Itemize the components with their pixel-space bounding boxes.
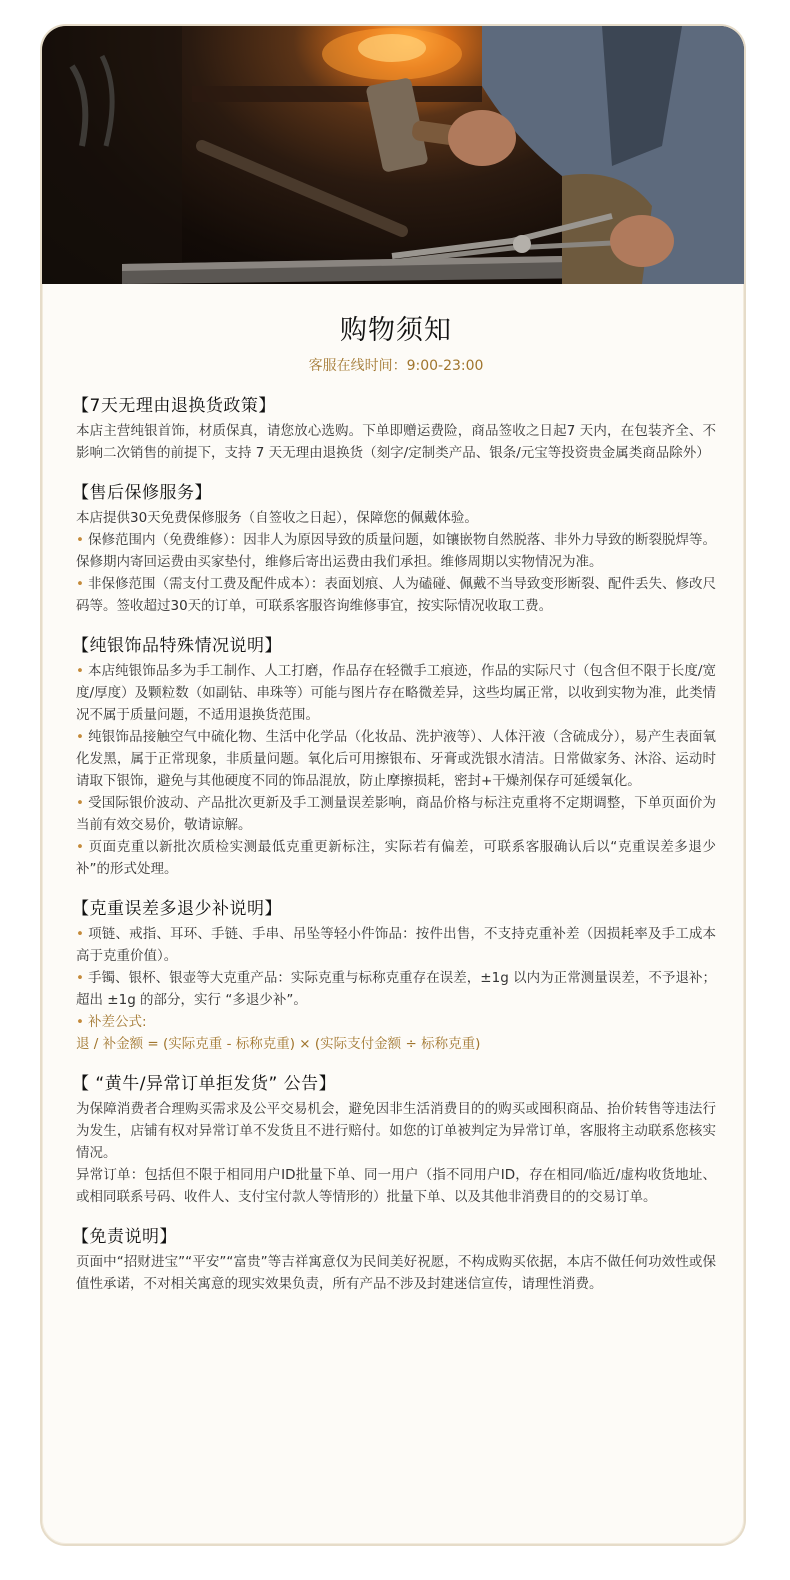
section-warranty xyxy=(72,478,716,617)
section-silver-notes xyxy=(72,631,717,880)
notice-card xyxy=(40,24,746,1546)
formula-label xyxy=(76,1011,716,1033)
formula-label-text: 补差公式: xyxy=(87,1014,147,1030)
bullet-paragraph xyxy=(76,660,716,726)
bullet-text: 页面克重以新批次质检实测最低克重更新标注，实际若有偏差，可联系客服确认后以“克重误差多退少补”的形式处理。 xyxy=(76,839,716,877)
bullet-paragraph xyxy=(76,836,716,880)
notice-content xyxy=(72,284,717,1295)
blacksmith-photo xyxy=(42,26,744,284)
section-paragraph: 异常订单：包括但不限于相同用户ID批量下单、同一用户（指不同用户ID，存在相同/临近/虚构收货地址、或相同联系号码、收件人、支付宝付款人等情形的）批量下单、以及其他非消费目的的交易订单。 xyxy=(76,1167,716,1205)
service-hours: 客服在线时间：9:00-23:00 xyxy=(308,358,484,374)
page-title: 购物须知 xyxy=(340,315,452,346)
section-return-policy xyxy=(72,391,716,464)
bullet-paragraph xyxy=(76,967,716,1011)
section-heading: 【售后保修服务】 xyxy=(72,483,212,503)
bullet-text: 项链、戒指、耳环、手链、手串、吊坠等轻小件饰品：按件出售，不支持克重补差（因损耗率及手工成本高于克重价值）。 xyxy=(76,926,716,964)
section-heading: 【纯银饰品特殊情况说明】 xyxy=(72,636,282,656)
bullet-text: 保修范围内（免费维修）：因非人为原因导致的质量问题，如镶嵌物自然脱落、非外力导致的断裂脱焊等。保修期内寄回运费由买家垫付，维修后寄出运费由我们承担。维修周期以实物情况为准。 xyxy=(76,532,716,570)
blacksmith-illustration xyxy=(42,26,744,284)
bullet-paragraph xyxy=(76,573,716,617)
section-heading: 【7天无理由退换货政策】 xyxy=(72,396,276,416)
section-paragraph: 为保障消费者合理购买需求及公平交易机会，避免因非生活消费目的的购买或囤积商品、抬价转售等违法行为发生，店铺有权对异常订单不发货且不进行赔付。如您的订单被判定为异常订单，客服将主动联系您核实情况。 xyxy=(76,1101,716,1161)
section-disclaimer xyxy=(72,1222,716,1295)
bullet-paragraph xyxy=(76,792,716,836)
section-heading: 【克重误差多退少补说明】 xyxy=(72,899,282,919)
bullet-text: 手镯、银杯、银壶等大克重产品：实际克重与标称克重存在误差，±1g 以内为正常测量误差，不予退补；超出 ±1g 的部分，实行 “多退少补”。 xyxy=(76,970,716,1008)
bullet-paragraph xyxy=(76,923,716,967)
bullet-paragraph xyxy=(76,726,716,792)
bullet-text: 本店纯银饰品多为手工制作、人工打磨，作品存在轻微手工痕迹，作品的实际尺寸（包含但不限于长度/宽度/厚度）及颗粒数（如副钻、串珠等）可能与图片存在略微差异，这些均属正常，以收到实物为准，此类情况不属于质量问题，不适用退换货范围。 xyxy=(76,663,717,723)
formula-text: 退 / 补金额 = (实际克重 - 标称克重) × (实际支付金额 ÷ 标称克重) xyxy=(76,1036,481,1052)
section-paragraph: 本店主营纯银首饰，材质保真，请您放心选购。下单即赠运费险，商品签收之日起7 天内，在包装齐全、不影响二次销售的前提下，支持 7 天无理由退换货（刻字/定制类产品、银条/元宝等投资贵金属类商品除外） xyxy=(76,423,716,461)
section-paragraph: 页面中“招财进宝”“平安”“富贵”等吉祥寓意仅为民间美好祝愿，不构成购买依据，本店不做任何功效性或保值性承诺，不对相关寓意的现实效果负责，所有产品不涉及封建迷信宣传，请理性消费。 xyxy=(76,1254,716,1292)
section-heading: 【免责说明】 xyxy=(72,1227,177,1247)
section-heading: 【 “黄牛/异常订单拒发货” 公告】 xyxy=(72,1074,337,1094)
bullet-paragraph xyxy=(76,529,716,573)
bullet-text: 纯银饰品接触空气中硫化物、生活中化学品（化妆品、洗护液等）、人体汗液（含硫成分），易产生表面氧化发黑，属于正常现象，非质量问题。氧化后可用擦银布、牙膏或洗银水清洁。日常做家务、沐浴、运动时请取下银饰，避免与其他硬度不同的饰品混放，防止摩擦损耗，密封+干燥剂保存可延缓氧化。 xyxy=(76,729,716,789)
section-weight-compensation xyxy=(72,894,716,1055)
bullet-text: 非保修范围（需支付工费及配件成本）：表面划痕、人为磕碰、佩戴不当导致变形断裂、配件丢失、修改尺码等。签收超过30天的订单，可联系客服咨询维修事宜，按实际情况收取工费。 xyxy=(76,576,716,614)
section-paragraph: 本店提供30天免费保修服务（自签收之日起），保障您的佩戴体验。 xyxy=(76,510,478,526)
section-abnormal-orders xyxy=(72,1069,716,1208)
bullet-text: 受国际银价波动、产品批次更新及手工测量误差影响，商品价格与标注克重将不定期调整，下单页面价为当前有效交易价，敬请谅解。 xyxy=(76,795,716,833)
